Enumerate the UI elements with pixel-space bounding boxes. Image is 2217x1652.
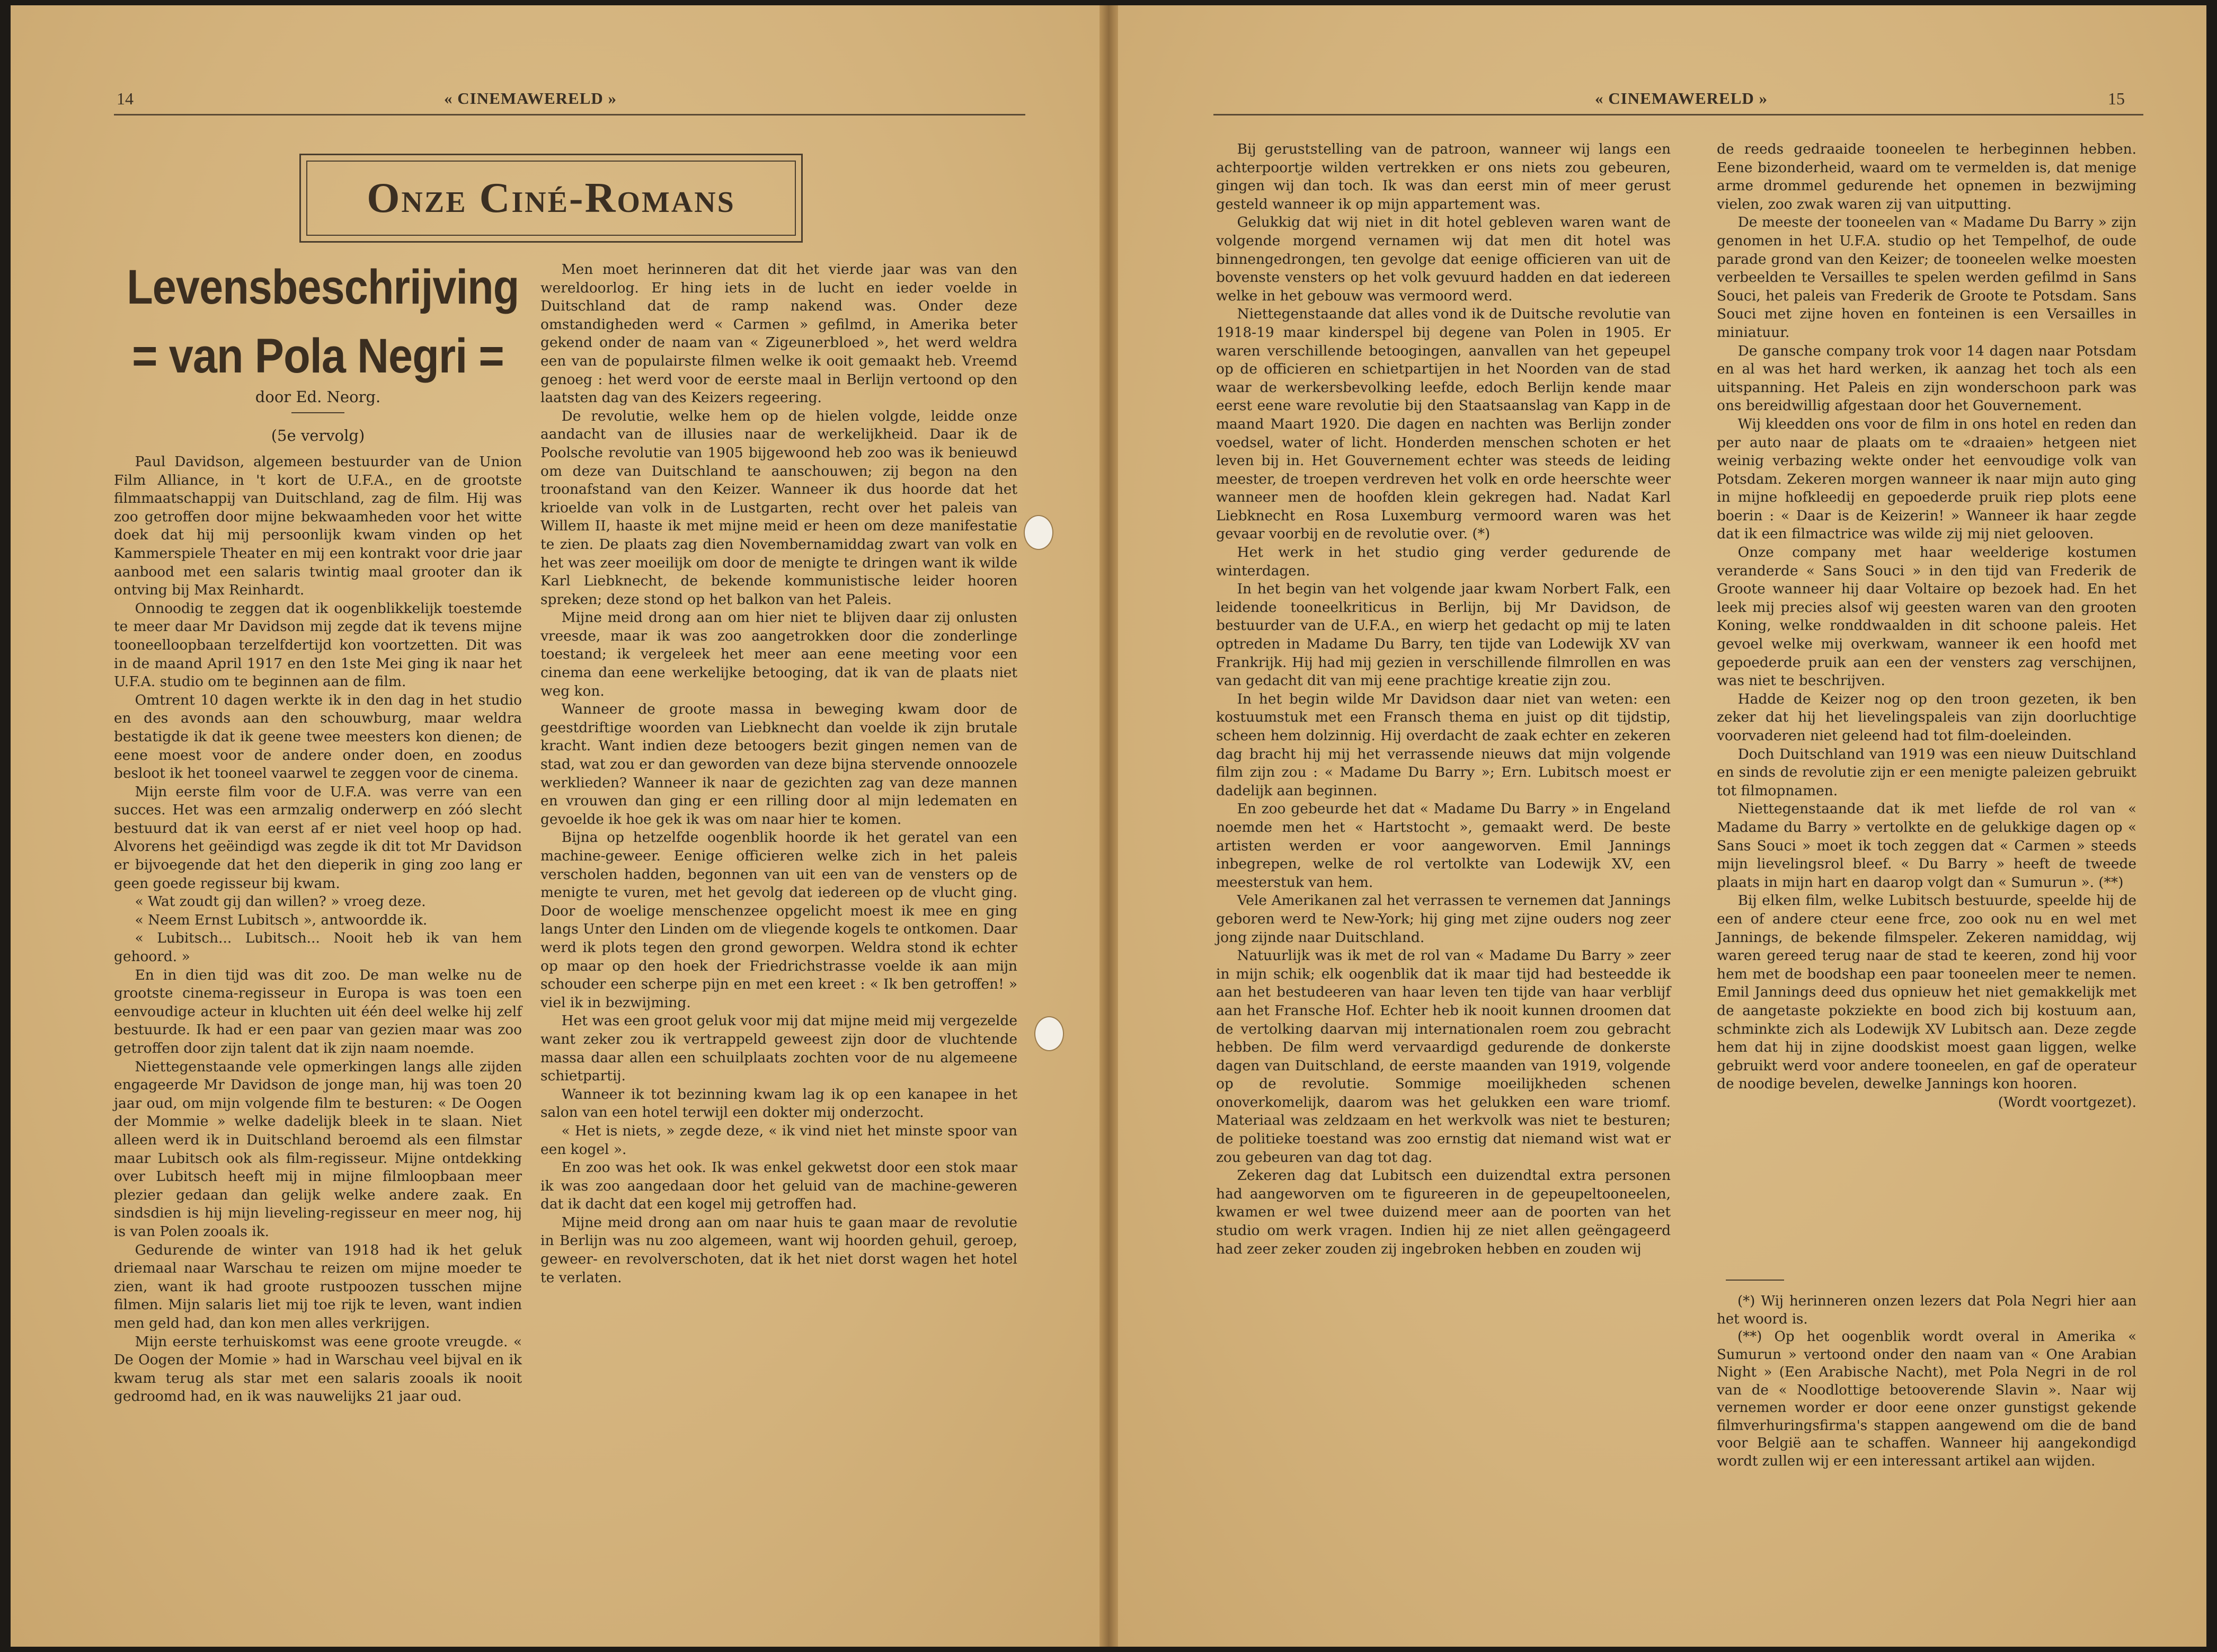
paragraph: « Het is niets, » zegde deze, « ik vind niet het minste spoor van een kogel ».	[540, 1122, 1017, 1158]
running-head: « CINEMAWERELD »	[1595, 89, 1768, 108]
paragraph: « Lubitsch... Lubitsch... Nooit heb ik van hem gehoord. »	[114, 930, 522, 965]
magazine-spread	[11, 5, 2206, 1647]
article-title-line2: = van Pola Negri =	[132, 329, 504, 383]
header-rule	[114, 114, 1025, 116]
paragraph: Wij kleedden ons voor de film in ons hotel en reden dan per auto naar de plaats om te «draaien» hetgeen niet weinig verbazing wekte onder het eenvoudige volk van Potsdam. Zekeren morgen wanneer ik naar mijn auto ging in mijne hofkleedij en gepoederde pruik riep plots eene boerin : « Daar is de Keizerin! » Wanneer ik haar zegde dat ik een filmactrice was wilde zij mij niet gelooven.	[1717, 415, 2136, 543]
punch-hole	[1034, 1016, 1064, 1051]
right-column-2	[1717, 140, 2136, 1112]
paragraph: De revolutie, welke hem op de hielen volgde, leidde onze aandacht van de illusies naar de werkelijkheid. Daar ik de Poolsche revolutie van 1905 bijgewoond heb zoo was ik benieuwd om deze van Duitschland te aanschouwen; zij begon na den troonafstand van den Keizer. Wanneer ik dus hoorde dat het krioelde van volk in de Lustgarten, recht over het paleis van Willem II, haaste ik met mijne meid er heen om deze manifestatie te zien. De plaats zag dien Novembernamiddag zwart van volk en het was zeer moeilijk om door de menigte te dringen want ik wilde Karl Liebknecht, de bekende kommunistische leider hooren spreken; deze stond op het balkon van het Paleis.	[540, 407, 1017, 608]
footnote: (*) Wij herinneren onzen lezers dat Pola Negri hier aan het woord is.	[1717, 1293, 2136, 1327]
byline: door Ed. Neorg.	[255, 388, 381, 406]
paragraph: En zoo was het ook. Ik was enkel gekwetst door een stok maar ik was zoo aangedaan door het geluid van de machine-geweren dat ik dacht dat een kogel mij getroffen had.	[540, 1159, 1017, 1213]
paragraph: In het begin wilde Mr Davidson daar niet van weten: een kostuumstuk met een Fransch thema en juist op dit tijdstip, scheen hem dolzinnig. Hij overdacht de zaak echter en zekeren dag bracht hij mij het verrassende nieuws dat mijn volgende film zijn zou : « Madame Du Barry »; Ern. Lubitsch moest er dadelijk aan beginnen.	[1216, 690, 1671, 799]
right-page	[1118, 5, 2206, 1647]
paragraph: « Wat zoudt gij dan willen? » vroeg deze.	[135, 893, 426, 910]
paragraph: En in dien tijd was dit zoo. De man welke nu de grootste cinema-regisseur in Europa is was toen een eenvoudige acteur in kluchten uit één deel welke hij zelf bestuurde. Ik had er een paar van gezien maar was zoo getroffen door zijn talent dat ik zijn naam noemde.	[114, 966, 522, 1056]
footnote-rule	[1726, 1280, 1784, 1281]
page-number: 14	[117, 89, 134, 108]
left-page	[11, 5, 1099, 1647]
paragraph: Wanneer ik tot bezinning kwam lag ik op een kanapee in het salon van een hotel terwijl een dokter mij onderzocht.	[540, 1086, 1017, 1121]
paragraph: Bijna op hetzelfde oogenblik hoorde ik het geratel van een machine-geweer. Eenige officieren welke zich in het paleis verscholen hadden, begonnen van uit een van de vensters op de menigte te vuren, met het gevolg dat iedereen op de vlucht ging. Door de woelige menschenzee opgelicht moest ik mee en ging langs Unter den Linden om de vliegende kogels te ontkomen. Daar werd ik plots tegen den grond geworpen. Weldra stond ik echter op maar op den hoek der Friedrichstrasse voelde ik aan mijn schouder een scherpe pijn en met een kreet : « Ik ben getroffen! » viel ik in bezwijming.	[540, 829, 1017, 1011]
paragraph: Bij geruststelling van de patroon, wanneer wij langs een achterpoortje wilden vertrekken er ons niets zou gebeuren, gingen wij dan toch. Ik was dan eerst min of meer gerust gesteld wanneer ik op mijn appartement was.	[1216, 141, 1671, 212]
paragraph: Hadde de Keizer nog op den troon gezeten, ik ben zeker dat hij het lievelingspaleis van zijn doorluchtige voorvaderen niet geleend had tot film-doeleinden.	[1717, 690, 2136, 744]
paragraph: Wanneer de groote massa in beweging kwam door de geestdriftige woorden van Liebknecht dan voelde ik zijn brutale kracht. Want indien deze betoogers bezit gingen nemen van de stad, wat zou er dan geworden van deze bijna stervende onnoozele werklieden? Wanneer ik naar de gezichten zag van deze mannen en vrouwen dan ging er een rilling door al mijn ledematen en gevoelde ik hoe gek ik was om naar hier te komen.	[540, 701, 1017, 828]
article-title-line1: Levensbeschrijving	[127, 260, 519, 314]
paragraph: Gedurende de winter van 1918 had ik het geluk driemaal naar Warschau te reizen om mijne moeder te zien, want ik had groote rustpoozen tusschen mijne filmen. Mijn salaris liet mij toe rijk te leven, want indien men geld had, dan kon men alles verkrijgen.	[114, 1241, 522, 1331]
to-be-continued: (Wordt voortgezet).	[1998, 1094, 2136, 1111]
right-column-1	[1216, 140, 1671, 1258]
paragraph: Niettegenstaande dat ik met liefde de rol van « Madame du Barry » vertolkte en de gelukkige dagen op « Sans Souci » moet ik toch zeggen dat « Carmen » steeds mijn lievelingsrol bleef. « Du Barry » heeft de tweede plaats in mijn hart en daarop volgt dan « Sumurun ». (**)	[1717, 801, 2136, 891]
page-number: 15	[2108, 89, 2125, 108]
byline-rule	[291, 412, 344, 413]
section-banner-text: Onze Ciné-Romans	[367, 174, 735, 221]
footnote: (**) Op het oogenblik wordt overal in Amerika « Sumurun » vertoond onder den naam van « One Arabian Night » (Een Arabische Nacht), met Pola Negri in de rol van de « Noodlottige betooverende Slavin ». Naar wij vernemen worder er door eene onzer gunstigst gekende filmverhuringsfirma's stappen aangewend om die de band voor België aan te schaffen. Wanneer hij aangekondigd wordt zullen wij er een interessant artikel aan wijden.	[1717, 1329, 2136, 1469]
paragraph: In het begin van het volgende jaar kwam Norbert Falk, een leidende tooneelkriticus in Berlijn, bij Mr Davidson, de bestuurder van de U.F.A., en wierp het gedacht op mij te laten optreden in Madame Du Barry, ten tijde van Lodewijk XV van Frankrijk. Hij had mij gezien in verschillende filmrollen en was van gedacht dit van mij eene prachtige kreatie zijn zou.	[1216, 581, 1671, 689]
binding-gutter	[1099, 5, 1118, 1647]
left-column-1	[114, 453, 522, 1406]
paragraph: Niettegenstaande vele opmerkingen langs alle zijden engageerde Mr Davidson de jonge man, hij was toen 20 jaar oud, om mijn volgende film te besturen: « De Oogen der Mommie » welke dadelijk bleek in te slaan. Niet alleen werd ik in Duitschland beroemd als een filmstar maar Lubitsch ook als film-regisseur. Mijne ontdekking over Lubitsch heeft mij in mijne filmloopbaan meer plezier gedaan dan gelijk welke andere zaak. En sindsdien is hij mijn lieveling-regisseur en meer nog, hij is van Polen zooals ik.	[114, 1058, 522, 1240]
paragraph: Mijne meid drong aan om hier niet te blijven daar zij onlusten vreesde, maar ik was zoo aangetrokken door die zonderlinge toestand; ik vergeleek het meer aan eene meeting voor een cinema dan eene werkelijke betooging, dat ik van de plaats niet weg kon.	[540, 609, 1017, 699]
paragraph: de reeds gedraaide tooneelen te herbeginnen hebben. Eene bizonderheid, waard om te vermelden is, dat menige arme drommel gedurende het opnemen in bezwijming vielen, zoo zwak waren zij van uitputting.	[1717, 141, 2136, 212]
paragraph: De gansche company trok voor 14 dagen naar Potsdam en al was het hard werken, ik aanzag het toch als een uitspanning. Het Paleis en zijn wonderschoon park was ons bereidwillig afgestaan door het Gouvernement.	[1717, 342, 2136, 414]
paragraph: Gelukkig dat wij niet in dit hotel gebleven waren want de volgende morgend vernamen wij dat men dit hotel was binnengedrongen, ten gevolge dat eenige officieren van uit de bovenste vensters op het volk gevuurd hadden en dat iedereen welke in het gebouw was vermoord werd.	[1216, 214, 1671, 304]
header-rule	[1213, 114, 2143, 116]
installment-label: (5e vervolg)	[271, 427, 365, 445]
running-head: « CINEMAWERELD »	[444, 89, 617, 108]
paragraph: Mijn eerste film voor de U.F.A. was verre van een succes. Het was een armzalig onderwerp en zóó slecht bestuurd dat ik van eerst af er niet veel hoop op had. Alvorens het geëindigd was zegde ik dit tot Mr Davidson er bijvoegende dat het den dieperik in ging zoo lang er geen goede regisseur bij kwam.	[114, 783, 522, 892]
paragraph: Doch Duitschland van 1919 was een nieuw Duitschland en sinds de revolutie zijn er een menigte paleizen gebruikt tot filmopnamen.	[1717, 745, 2136, 799]
paragraph: Mijn eerste terhuiskomst was eene groote vreugde. « De Oogen der Momie » had in Warschau veel bijval en ik kwam terug als star met een salaris zooals ik nooit gedroomd had, en ik was nauwelijks 21 jaar oud.	[114, 1333, 522, 1405]
paragraph: « Neem Ernst Lubitsch », antwoordde ik.	[135, 911, 428, 928]
paragraph: Paul Davidson, algemeen bestuurder van de Union Film Alliance, in 't kort de U.F.A., en de grootste filmmaatschappij van Duitschland, zag de film. Hij was zoo getroffen door mijne bekwaamheden voor het witte doek dat hij mij persoonlijk kwam vinden op het Kammerspiele Theater en mij een kontrakt voor drie jaar aanbood met een salaris twintig maal grooter dan ik ontving bij Max Reinhardt.	[114, 454, 522, 599]
paragraph: Natuurlijk was ik met de rol van « Madame Du Barry » zeer in mijn schik; elk oogenblik dat ik maar tijd had besteedde ik aan het bestudeeren van haar leven ten tijde van haar verblijf aan het Fransche Hof. Echter heb ik nooit kunnen droomen dat de vertolking daarvan mij internationalen roem zou gebracht hebben. De film werd vervaardigd gedurende de donkerste dagen van Duitschland, de eerste maanden van 1919, volgende op de revolutie. Sommige moeilijkheden schenen onoverkomelijk, daarom was het gelukken een ware triomf. Materiaal was zeldzaam en het werkvolk was niet te besturen; de politieke toestand was zoo ernstig dat niemand wist wat er zou gebeuren van dag tot dag.	[1216, 947, 1671, 1166]
left-column-2	[540, 261, 1017, 1287]
paragraph: Men moet herinneren dat dit het vierde jaar was van den wereldoorlog. Er hing iets in de lucht en ieder voelde in Duitschland dat de ramp nakend was. Onder deze omstandigheden werd « Carmen » gefilmd, in Amerika beter gekend onder de naam van « Zigeunerbloed », het werd weldra een van de populairste filmen welke ik ooit gemaakt heb. Vreemd genoeg : het werd voor de eerste maal in Berlijn vertoond op den laatsten dag van des Keizers regeering.	[540, 261, 1017, 406]
section-banner	[299, 154, 803, 243]
section-banner-inner	[306, 161, 796, 236]
paragraph: Het was een groot geluk voor mij dat mijne meid mij vergezelde want zeker zou ik vertrappeld geweest zijn door de vluchtende massa daar allen een schuilplaats zochten voor de nu algemeene schietpartij.	[540, 1012, 1017, 1085]
paragraph: Onnoodig te zeggen dat ik oogenblikkelijk toestemde te meer daar Mr Davidson mij zegde dat ik tevens mijne tooneelloopbaan terzelfdertijd kon voortzetten. Dit was in de maand April 1917 en den 1ste Mei ging ik naar het U.F.A. studio om te beginnen aan de film.	[114, 600, 522, 690]
paragraph: Bij elken film, welke Lubitsch bestuurde, speelde hij de een of andere cteur eene frce, zoo ook nu en wel met Jannings, de bekende filmspeler. Zekeren namiddag, wij waren gereed terug naar de stad te keeren, zond hij voor hem met de boodshap een paar tooneelen meer te nemen. Emil Jannings deed dus opnieuw het niet gemakkelijk met de aangetaste pokziekte en bood zich bij kostuum aan, schminkte zich als Lodewijk XV Lubitsch aan. Deze zegde hem dat hij in zijne doodskist moest gaan liggen, welke gebruikt werd voor andere tooneelen, en gaf de operateur de noodige bevelen, dewelke Jannings kon hooren.	[1717, 892, 2136, 1093]
footnotes	[1717, 1293, 2136, 1470]
paragraph: En zoo gebeurde het dat « Madame Du Barry » in Engeland noemde men het « Hartstocht », gemaakt werd. De beste artisten werden er voor aangeworven. Emil Jannings inbegrepen, welke de rol vertolkte van Lodewijk XV, een meesterstuk van hem.	[1216, 801, 1671, 891]
paragraph: Zekeren dag dat Lubitsch een duizendtal extra personen had aangeworven om te figureeren in de gepeupeltooneelen, kwamen er wel twee duizend meer aan de poorten van het studio om werk vragen. Indien hij ze niet allen geëngageerd had zeer zeker zouden zij ingebroken hebben en zouden wij	[1216, 1167, 1671, 1257]
paragraph: Het werk in het studio ging verder gedurende de winterdagen.	[1216, 544, 1671, 579]
paragraph: Omtrent 10 dagen werkte ik in den dag in het studio en des avonds aan den schouwburg, maar weldra bestatigde ik dat ik geene twee meesters kon dienen; de eene moest voor de andere onder doen, en zoodus besloot ik het tooneel vaarwel te zeggen voor de cinema.	[114, 691, 522, 782]
paragraph: Vele Amerikanen zal het verrassen te vernemen dat Jannings geboren werd te New-York; hij ging met zijne ouders nog zeer jong zijnde naar Duitschland.	[1216, 892, 1671, 946]
paragraph: De meeste der tooneelen van « Madame Du Barry » zijn genomen in het U.F.A. studio op het Tempelhof, de oude parade grond van den Keizer; de tooneelen welke moesten verbeelden te Versailles te spelen werden gefilmd in Sans Souci, het paleis van Frederik de Groote te Potsdam. Sans Souci met zijne hoven en fonteinen is een Versailles in miniatuur.	[1717, 214, 2136, 341]
paragraph: Onze company met haar weelderige kostumen veranderde « Sans Souci » in den tijd van Frederik de Groote wanneer hij daar Voltaire op bezoek had. En het leek mij precies alsof wij geesten waren van den grooten Koning, welke ronddwaalden in dit schoone paleis. Het gevoel welke mij overkwam, wanneer ik een hoofd met gepoederde pruik aan een der vensters zag verschijnen, was niet te beschrijven.	[1717, 544, 2136, 689]
punch-hole	[1024, 515, 1053, 550]
paragraph: Mijne meid drong aan om naar huis te gaan maar de revolutie in Berlijn was nu zoo algemeen, want wij hoorden gehuil, geroep, geweer- en revolverschoten, dat ik het niet dorst wagen het hotel te verlaten.	[540, 1214, 1017, 1286]
paragraph: Niettegenstaande dat alles vond ik de Duitsche revolutie van 1918-19 maar kinderspel bij degene van Polen in 1905. Er waren verschillende betoogingen, aanvallen van het gepeupel op de officieren en schietpartijen in het Noorden van de stad waar de werkersbevolking leefde, edoch Berlijn kende maar eerst eene ware revolutie bij den Staatsaanslag van Kapp in de maand Maart 1920. Die dagen en nachten was Berlijn zonder voedsel, water of licht. Honderden menschen schoten er het leven bij in. Het Gouvernement echter was steeds de leiding meester, de troepen verdreven het volk en orde heerschte weer wanneer men de hoofden klein gekregen had. Nadat Karl Liebknecht en Rosa Luxemburg vermoord waren was het gevaar voorbij en de revolutie over. (*)	[1216, 306, 1671, 543]
